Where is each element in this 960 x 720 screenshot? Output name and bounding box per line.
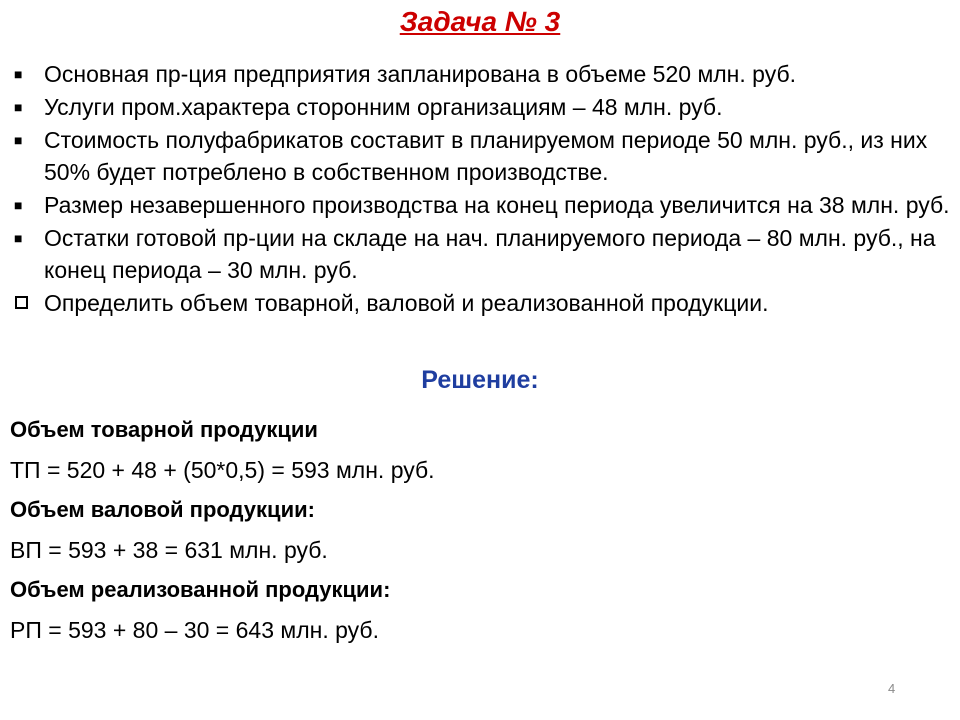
- square-bullet-icon: ■: [14, 132, 23, 148]
- solution-formula: ВП = 593 + 38 = 631 млн. руб.: [10, 537, 328, 563]
- solution-heading: Решение:: [421, 366, 539, 394]
- bullet-text: Остатки готовой пр-ции на складе на нач. планируемого периода – 80 млн. руб., на конец периода – 30 млн. руб.: [44, 225, 936, 283]
- task-text: Определить объем товарной, валовой и реализованной продукции.: [44, 290, 769, 316]
- task-item: [14, 287, 950, 319]
- square-bullet-icon: ■: [14, 230, 23, 246]
- solution-step-heading: Объем товарной продукции: [10, 417, 318, 442]
- solution-step-heading: Объем реализованной продукции:: [10, 577, 391, 602]
- solution-block: [10, 412, 930, 652]
- bullet-item: [14, 189, 950, 221]
- square-bullet-icon: ■: [14, 99, 23, 115]
- bullet-item: [14, 91, 950, 123]
- bullet-text: Услуги пром.характера сторонним организациям – 48 млн. руб.: [44, 94, 723, 120]
- solution-formula: РП = 593 + 80 – 30 = 643 млн. руб.: [10, 617, 379, 643]
- bullet-item: [14, 222, 950, 286]
- checkbox-bullet-icon: [15, 296, 28, 309]
- bullet-text: Размер незавершенного производства на конец периода увеличится на 38 млн. руб.: [44, 192, 950, 218]
- square-bullet-icon: ■: [14, 197, 23, 213]
- bullet-text: Основная пр-ция предприятия запланирована в объеме 520 млн. руб.: [44, 61, 797, 87]
- bullet-item: [14, 124, 950, 188]
- bullet-item: [14, 58, 950, 90]
- problem-bullet-list: [14, 58, 950, 320]
- bullet-text: Стоимость полуфабрикатов составит в планируемом периоде 50 млн. руб., из них 50% будет потреблено в собственном производстве.: [44, 127, 928, 185]
- square-bullet-icon: ■: [14, 66, 23, 82]
- solution-step-heading: Объем валовой продукции:: [10, 497, 315, 522]
- solution-formula: ТП = 520 + 48 + (50*0,5) = 593 млн. руб.: [10, 457, 435, 483]
- page-number: 4: [888, 681, 896, 696]
- slide-title: Задача № 3: [399, 6, 561, 37]
